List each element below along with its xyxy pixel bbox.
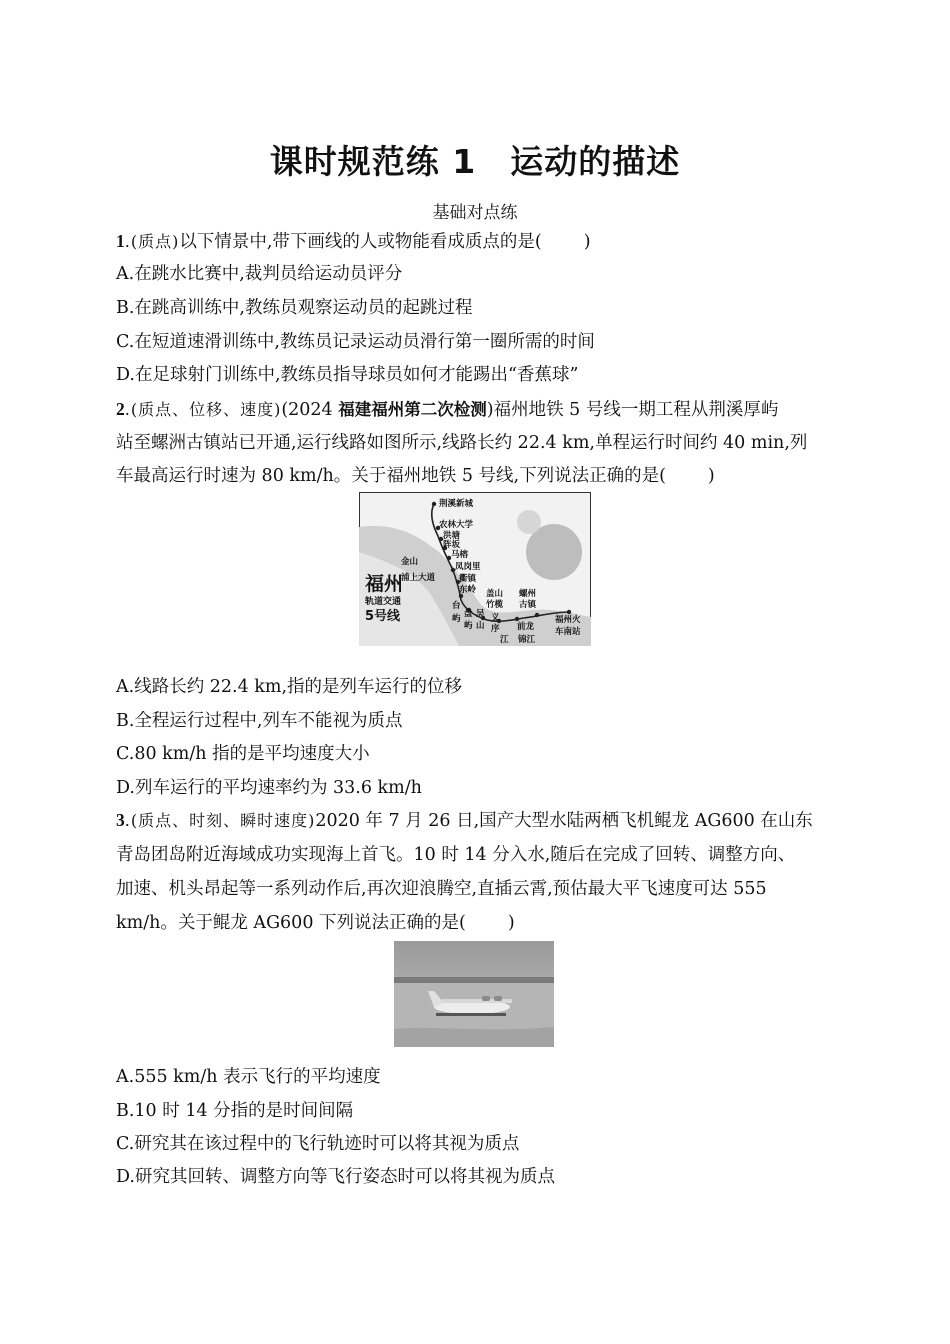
map-station-label: 车南站 [555, 627, 581, 637]
map-station-label: 金山 [401, 557, 419, 567]
map-station-label: 序 [491, 624, 500, 634]
q1-stem [116, 229, 591, 254]
map-station-label: 前龙 [517, 622, 535, 632]
map-station-label: 凤岗里 [455, 562, 481, 572]
map-station-label: 农林大学 [439, 520, 474, 530]
q2-option-d: D.列车运行的平均速率约为 33.6 km/h [116, 778, 422, 798]
q1-close: ) [583, 232, 591, 252]
q2-src-open: (2024 [281, 400, 339, 420]
q3-line4: km/h。关于鲲龙 AG600 下列说法正确的是( [116, 913, 466, 933]
title-main: 课时规范练 1 [269, 142, 477, 181]
q3-number: 3 [116, 810, 125, 830]
map-station-label: 螺州 [519, 589, 537, 599]
map-station-label: 衢镇 [459, 574, 477, 584]
q3-option-b: B.10 时 14 分指的是时间间隔 [116, 1101, 354, 1121]
q2-stem-line1 [116, 397, 778, 422]
map-station-label: 盘 [464, 609, 473, 619]
map-station-label: 山 [476, 621, 485, 631]
q2-option-b: B.全程运行过程中,列车不能视为质点 [116, 711, 403, 731]
q3-stem-line4 [116, 911, 515, 935]
q2-option-c: C.80 km/h 指的是平均速度大小 [116, 744, 370, 764]
map-station-label: 义 [491, 613, 500, 623]
q1-number: 1 [116, 231, 125, 251]
map-city-name: 福州 [365, 573, 404, 595]
map-line-name: 5号线 [365, 609, 401, 624]
seaplane-photo [394, 941, 554, 1047]
q3-stem-line3: 加速、机头昂起等一系列动作后,再次迎浪腾空,直插云霄,预估最大平飞速度可达 555 [116, 879, 767, 899]
section-heading: 基础对点练 [432, 203, 518, 223]
map-station-label: 盖山 [486, 589, 504, 599]
q2-source: 福建福州第二次检测 [338, 400, 487, 419]
q2-close: ) [707, 466, 715, 486]
map-station-label: 马榕 [451, 550, 469, 560]
map-station-label: 古镇 [519, 600, 537, 610]
q2-option-a: A.线路长约 22.4 km,指的是列车运行的位移 [116, 677, 463, 697]
map-station-label: 锦江 [518, 635, 536, 645]
map-subtitle: 轨道交通 [365, 597, 402, 607]
q3-close: ) [507, 913, 515, 933]
q1-option-d: D.在足球射门训练中,教练员指导球员如何才能踢出“香蕉球” [116, 365, 579, 385]
q2-line3: 车最高运行时速为 80 km/h。关于福州地铁 5 号线,下列说法正确的是( [116, 466, 666, 486]
q2-number: 2 [116, 399, 125, 419]
q2-tag: .(质点、位移、速度) [124, 400, 282, 419]
q1-option-c: C.在短道速滑训练中,教练员记录运动员滑行第一圈所需的时间 [116, 332, 595, 352]
q2-stem-line2: 站至螺洲古镇站已开通,运行线路如图所示,线路长约 22.4 km,单程运行时间约 40 min,列 [116, 433, 808, 453]
q1-option-a: A.在跳水比赛中,裁判员给运动员评分 [116, 264, 403, 284]
map-station-label: 台 [452, 601, 461, 611]
map-station-label: 荆溪新城 [439, 499, 474, 509]
q2-line1: 福州地铁 5 号线一期工程从荆溪厚屿 [493, 400, 779, 420]
map-station-label: 屿 [452, 614, 461, 624]
page-title [0, 136, 950, 183]
q1-option-b: B.在跳高训练中,教练员观察运动员的起跳过程 [116, 298, 473, 318]
q1-tag: .(质点) [124, 232, 180, 251]
q3-stem-line1 [116, 808, 813, 833]
q2-src-close: ) [486, 400, 494, 420]
q3-line1: 2020 年 7 月 26 日,国产大型水陆两栖飞机鲲龙 AG600 在山东 [315, 811, 813, 831]
map-station-label: 吴 [476, 609, 485, 619]
map-station-label: 洪塘 [443, 531, 461, 541]
map-station-label: 江 [500, 635, 509, 645]
map-station-label: 福州火 [555, 615, 581, 625]
q3-stem-line2: 青岛团岛附近海域成功实现海上首飞。10 时 14 分入水,随后在完成了回转、调整方向、 [116, 845, 796, 865]
map-station-label: 阵坂 [443, 540, 461, 550]
metro-line-map [359, 492, 591, 646]
q1-stem-text: 以下情景中,带下画线的人或物能看成质点的是( [179, 232, 542, 252]
q3-option-a: A.555 km/h 表示飞行的平均速度 [116, 1067, 381, 1087]
q3-tag: .(质点、时刻、瞬时速度) [124, 811, 316, 830]
q3-option-d: D.研究其回转、调整方向等飞行姿态时可以将其视为质点 [116, 1167, 555, 1187]
map-station-label: 屿 [464, 621, 473, 631]
map-station-label: 竹榄 [486, 600, 504, 610]
map-station-label: 东岭 [459, 585, 477, 595]
q3-option-c: C.研究其在该过程中的飞行轨迹时可以将其视为质点 [116, 1134, 520, 1154]
title-sub: 运动的描述 [510, 142, 681, 181]
map-station-label: 浦上大道 [401, 573, 436, 583]
q2-stem-line3 [116, 464, 715, 488]
